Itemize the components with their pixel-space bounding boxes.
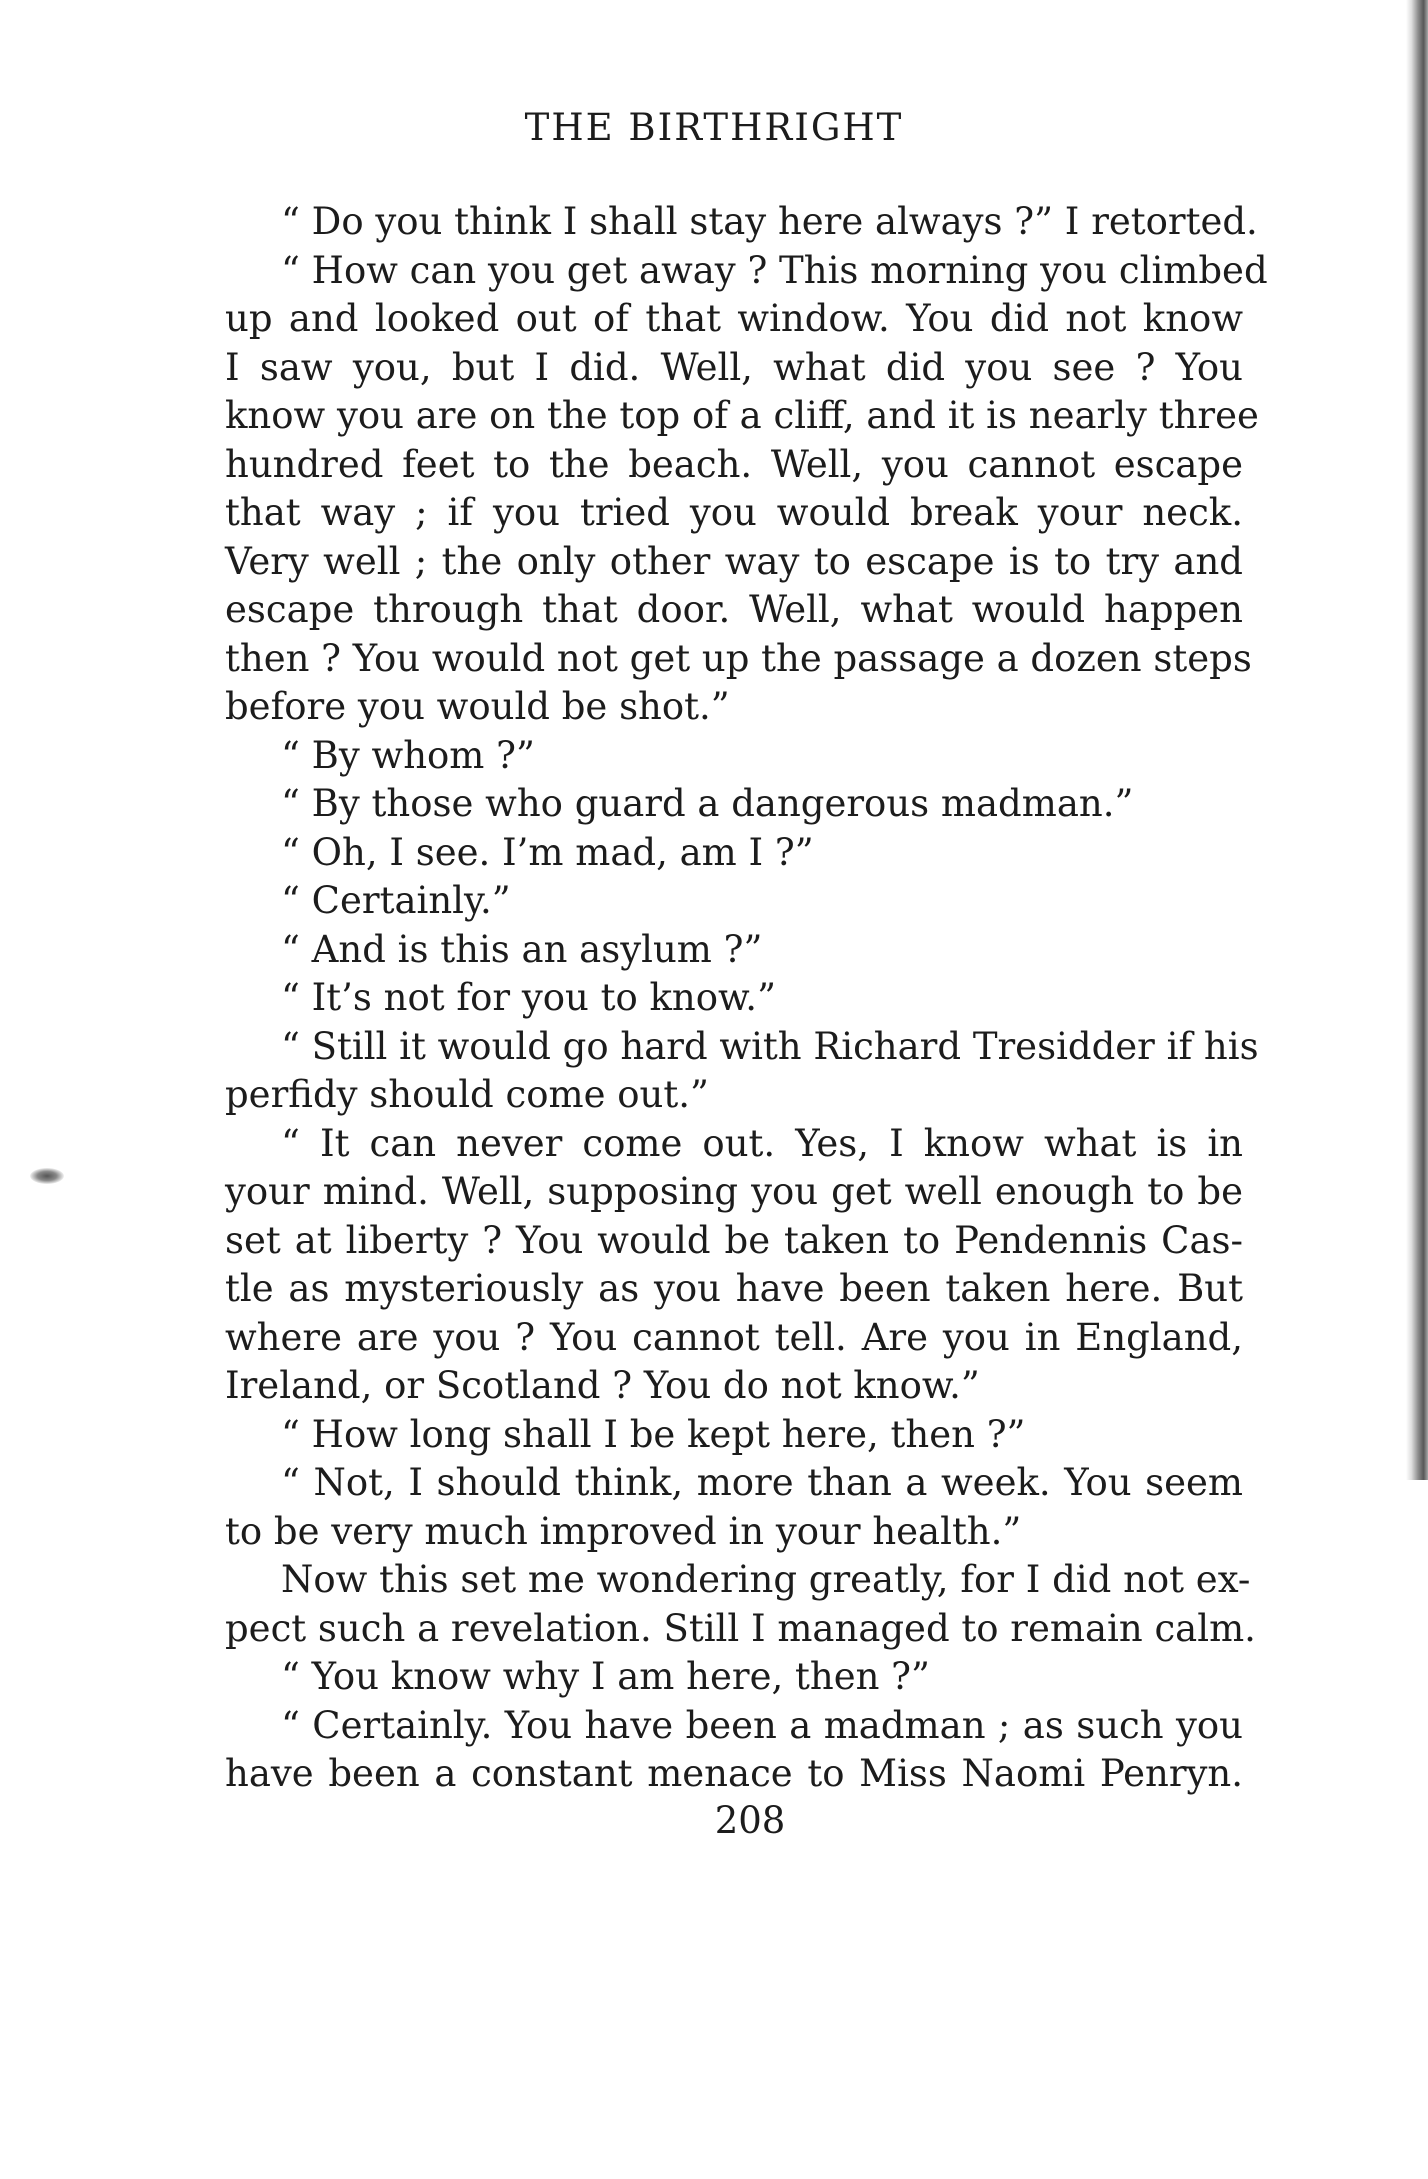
text-line: “ Oh, I see. I’m mad, am I ?”: [281, 830, 814, 874]
text-line: “ Not, I should think, more than a week. You seem: [281, 1461, 1243, 1504]
text-line: pect such a revelation. Still I managed to remain calm.: [225, 1606, 1256, 1650]
binding-edge: [1406, 0, 1428, 1480]
text-line: Very well ; the only other way to escape is to try and: [225, 539, 1243, 583]
text-line: set at liberty ? You would be taken to Pendennis Cas-: [225, 1218, 1243, 1262]
text-line: hundred feet to the beach. Well, you cannot escape: [225, 442, 1243, 486]
text-line: “ And is this an asylum ?”: [281, 927, 763, 971]
text-line: “ By whom ?”: [281, 733, 535, 777]
text-line: that way ; if you tried you would break your neck.: [225, 491, 1243, 534]
text-line: “ It’s not for you to know.”: [281, 976, 776, 1019]
body-text: [225, 198, 1268, 1799]
text-line: tle as mysteriously as you have been taken here. But: [225, 1267, 1243, 1310]
text-line: know you are on the top of a cliff, and it is nearly three: [225, 394, 1259, 437]
text-line: to be very much improved in your health.”: [225, 1509, 1022, 1553]
text-line: perfidy should come out.”: [225, 1073, 709, 1116]
ink-speck: [30, 1168, 64, 1184]
text-line: “ How long shall I be kept here, then ?”: [281, 1412, 1026, 1456]
text-line: “ It can never come out. Yes, I know what is in: [281, 1121, 1243, 1165]
text-line: “ Certainly.”: [281, 879, 511, 922]
text-line: before you would be shot.”: [225, 685, 730, 728]
text-line: I saw you, but I did. Well, what did you see ? You: [225, 345, 1243, 389]
text-line: your mind. Well, supposing you get well enough to be: [225, 1170, 1243, 1213]
text-line: then ? You would not get up the passage a dozen steps: [225, 636, 1252, 680]
text-line: “ How can you get away ? This morning you climbed: [281, 248, 1268, 292]
text-line: Now this set me wondering greatly, for I did not ex-: [281, 1558, 1251, 1601]
text-line: “ By those who guard a dangerous madman.”: [281, 782, 1134, 825]
text-line: have been a constant menace to Miss Naomi Penryn.: [225, 1752, 1243, 1795]
text-line: where are you ? You cannot tell. Are you in England,: [225, 1315, 1243, 1359]
text-line: escape through that door. Well, what would happen: [225, 588, 1243, 631]
text-line: up and looked out of that window. You did not know: [225, 297, 1243, 340]
page-number: 208: [714, 1799, 786, 1842]
text-line: Ireland, or Scotland ? You do not know.”: [225, 1364, 980, 1407]
text-line: “ Do you think I shall stay here always ?” I retorted.: [281, 200, 1258, 243]
text-line: “ Certainly. You have been a madman ; as such you: [281, 1703, 1243, 1747]
running-head: THE BIRTHRIGHT: [524, 106, 904, 149]
text-line: “ Still it would go hard with Richard Tresidder if his: [281, 1024, 1259, 1068]
text-line: “ You know why I am here, then ?”: [281, 1655, 930, 1698]
